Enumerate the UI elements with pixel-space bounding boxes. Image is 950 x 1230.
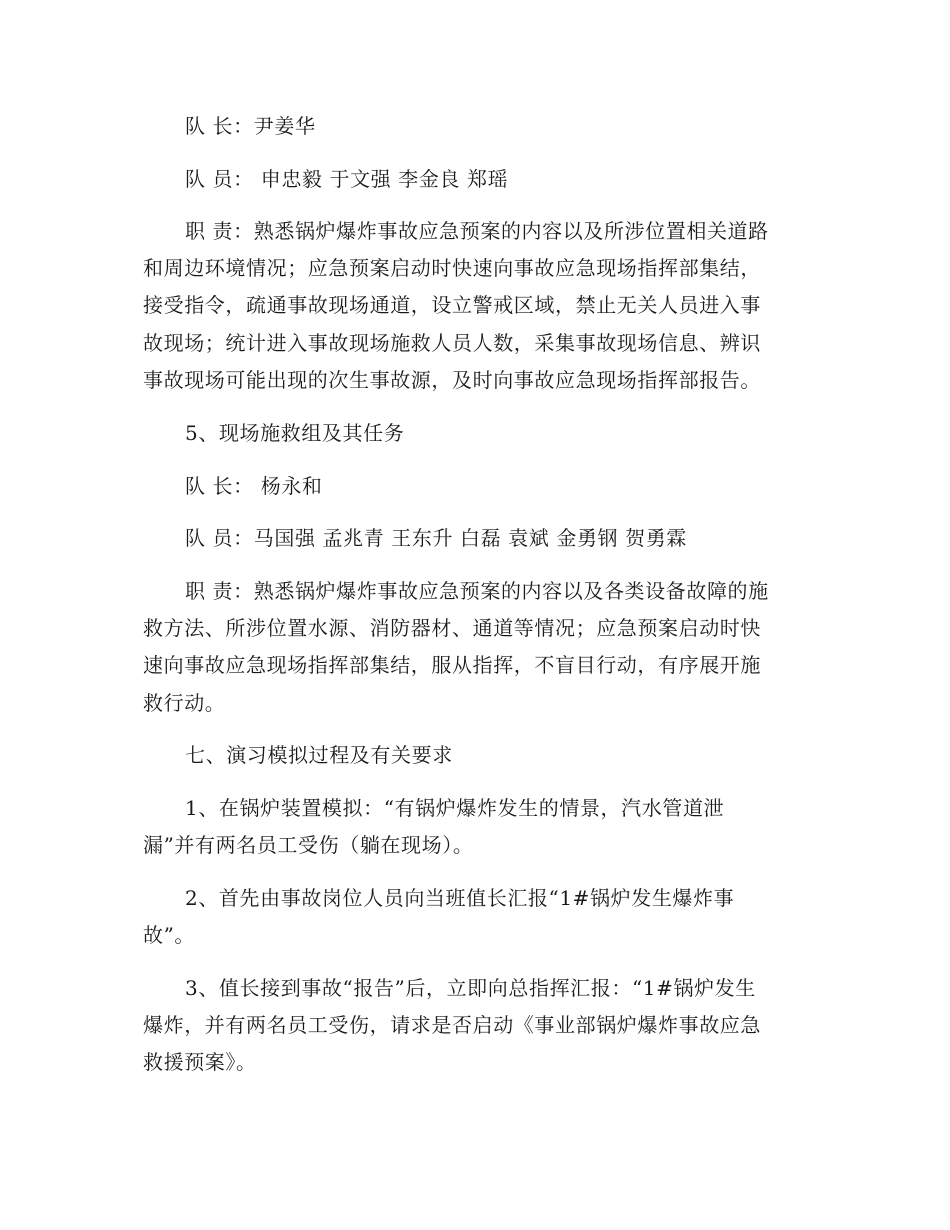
team5-duty-line: 职 责：熟悉锅炉爆炸事故应急预案的内容以及各类设备故障的施 [185, 579, 769, 603]
team5-duty-line: 救方法、所涉位置水源、消防器材、通道等情况；应急预案启动时快 [143, 616, 761, 640]
team4-leader-line: 队 长：尹姜华 [185, 114, 316, 138]
team4-members-line: 队 员： 申忠毅 于文强 李金良 郑瑶 [185, 167, 509, 191]
section7-heading: 七、演习模拟过程及有关要求 [185, 743, 453, 767]
step2-line: 故”。 [143, 923, 196, 947]
team5-members-line: 队 员：马国强 孟兆青 王东升 白磊 袁斌 金勇钢 贺勇霖 [185, 526, 687, 550]
team5-duty-line: 速向事故应急现场指挥部集结，服从指挥，不盲目行动，有序展开施 [143, 653, 761, 677]
step1-line: 1、在锅炉装置模拟：“有锅炉爆炸发生的情景，汽水管道泄 [185, 796, 725, 820]
team5-duty-line: 救行动。 [143, 691, 226, 715]
team5-leader-line: 队 长： 杨永和 [185, 474, 323, 498]
team4-duty-line: 和周边环境情况；应急预案启动时快速向事故应急现场指挥部集结， [143, 256, 761, 280]
team4-duty-line: 职 责：熟悉锅炉爆炸事故应急预案的内容以及所涉位置相关道路 [185, 219, 769, 243]
team4-duty-line: 故现场；统计进入事故现场施救人员人数，采集事故现场信息、辨识 [143, 331, 761, 355]
step3-line: 3、值长接到事故“报告”后，立即向总指挥汇报：“1#锅炉发生 [185, 976, 756, 1000]
step1-line: 漏”并有两名员工受伤（躺在现场）。 [143, 833, 474, 857]
team4-duty-line: 接受指令，疏通事故现场通道，设立警戒区域，禁止无关人员进入事 [143, 293, 761, 317]
step2-line: 2、首先由事故岗位人员向当班值长汇报“1#锅炉发生爆炸事 [185, 886, 735, 910]
team4-duty-line: 事故现场可能出现的次生事故源，及时向事故应急现场指挥部报告。 [143, 368, 761, 392]
step3-line: 爆炸，并有两名员工受伤，请求是否启动《事业部锅炉爆炸事故应急 [143, 1013, 761, 1037]
team5-heading: 5、现场施救组及其任务 [185, 421, 405, 445]
step3-line: 救援预案》。 [143, 1050, 257, 1074]
